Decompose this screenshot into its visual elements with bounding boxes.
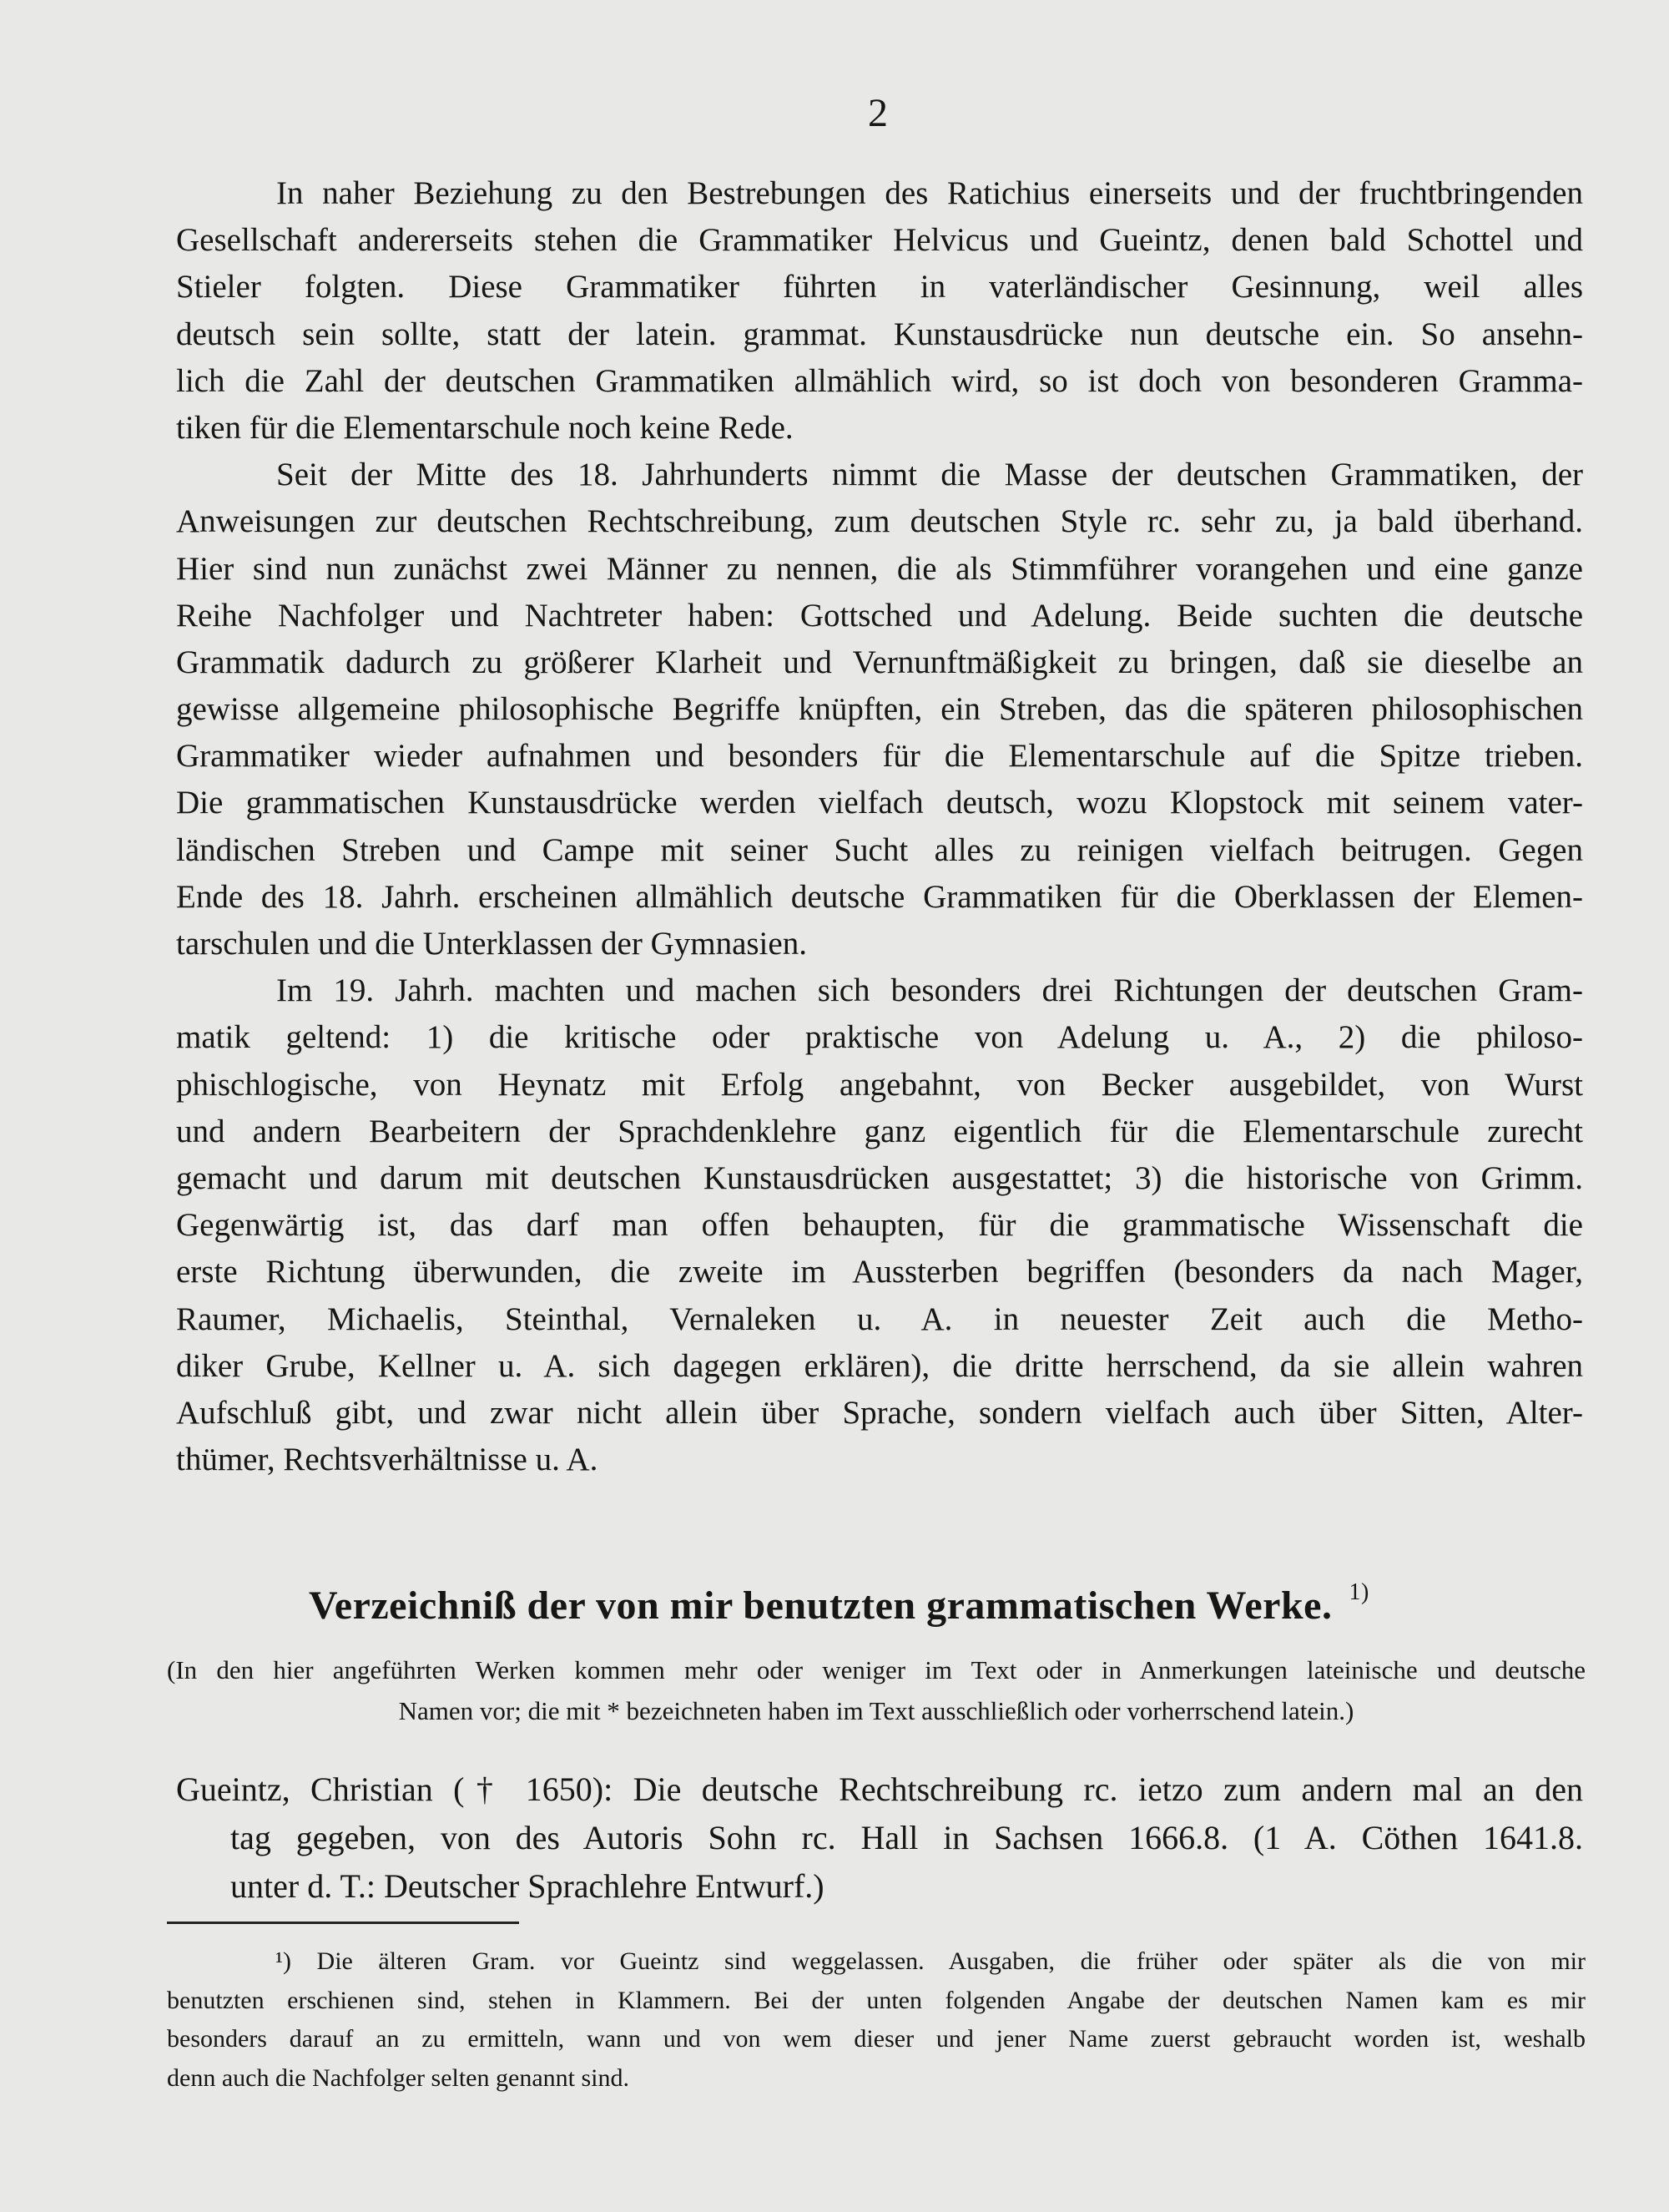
paragraph-line: Anweisungen zur deutschen Rechtschreibung, zum deutschen Style rc. sehr zu, ja bald überhand. — [176, 503, 1583, 540]
paragraph-line: ländischen Streben und Campe mit seiner Sucht alles zu reinigen vielfach beitrugen. Gegen — [176, 831, 1583, 868]
paragraph-line: Stieler folgten. Diese Grammatiker führten in vaterländischer Gesinnung, weil alles — [176, 269, 1583, 306]
paragraph-line: tiken für die Elementarschule noch keine Rede. — [176, 409, 794, 446]
page-number: 2 — [868, 91, 888, 135]
paragraph-line: Grammatik dadurch zu größerer Klarheit und Vernunftmäßigkeit zu bringen, daß sie dieselbe an — [176, 644, 1583, 680]
footnote-marker: 1) — [1349, 1579, 1369, 1605]
paragraph-line: tarschulen und die Unterklassen der Gymnasien. — [176, 926, 807, 962]
section-subnote — [167, 1649, 1586, 1731]
footnote-line: ¹) Die älteren Gram. vor Gueintz sind weggelassen. Ausgaben, die früher oder später als die von mir — [275, 1947, 1586, 1975]
paragraph-line: Im 19. Jahrh. machten und machen sich besonders drei Richtungen der deutschen Gram- — [276, 972, 1583, 1009]
paragraph-line: Reihe Nachfolger und Nachtreter haben: Gottsched und Adelung. Beide suchten die deutsche — [176, 597, 1583, 634]
paragraph-line: deutsch sein sollte, statt der latein. grammat. Kunstausdrücke nun deutsche ein. So ansehn- — [176, 316, 1583, 352]
footnote-line: benutzten erschienen sind, stehen in Klammern. Bei der unten folgenden Angabe der deutschen Namen kam es mir — [167, 1986, 1586, 2014]
paragraph-line: lich die Zahl der deutschen Grammatiken allmählich wird, so ist doch von besonderen Gramma- — [176, 362, 1583, 399]
paragraph-line: Ende des 18. Jahrh. erscheinen allmählich deutsche Grammatiken für die Oberklassen der Elemen- — [176, 878, 1583, 915]
paragraph-line: gemacht und darum mit deutschen Kunstausdrücken ausgestattet; 3) die historische von Grimm. — [176, 1159, 1583, 1196]
section-heading — [309, 1579, 1369, 1629]
entry-line: unter d. T.: Deutscher Sprachlehre Entwurf.) — [230, 1867, 824, 1905]
footnote-divider — [167, 1922, 519, 1924]
paragraph-line: Hier sind nun zunächst zwei Männer zu nennen, die als Stimmführer vorangehen und eine ganze — [176, 550, 1583, 587]
paragraph-line: matik geltend: 1) die kritische oder praktische von Adelung u. A., 2) die philoso- — [176, 1019, 1583, 1056]
entry-line: Gueintz, Christian († 1650): Die deutsche Rechtschreibung rc. ietzo zum andern mal an den — [176, 1770, 1583, 1808]
paragraph-line: Gegenwärtig ist, das darf man offen behaupten, für die grammatische Wissenschaft die — [176, 1207, 1583, 1244]
paragraph-line: Die grammatischen Kunstausdrücke werden vielfach deutsch, wozu Klopstock mit seinem vater- — [176, 785, 1583, 821]
paragraph-line: Raumer, Michaelis, Steinthal, Vernaleken u. A. in neuester Zeit auch die Metho- — [176, 1300, 1583, 1337]
bibliography-entry — [176, 1765, 1583, 1911]
paragraph-line: und andern Bearbeitern der Sprachdenklehre ganz eigentlich für die Elementarschule zurecht — [176, 1113, 1583, 1149]
subnote-line: Namen vor; die mit * bezeichneten haben im Text ausschließlich oder vorherrschend latein.) — [398, 1696, 1354, 1725]
paragraph-line: Gesellschaft andererseits stehen die Grammatiker Helvicus und Gueintz, denen bald Schottel und — [176, 222, 1583, 259]
paragraph-line: diker Grube, Kellner u. A. sich dagegen erklären), die dritte herrschend, da sie allein wahren — [176, 1347, 1583, 1384]
paragraph-line: gewisse allgemeine philosophische Begriffe knüpften, ein Streben, das die späteren philosophischen — [176, 691, 1583, 728]
paragraph-line: Seit der Mitte des 18. Jahrhunderts nimmt die Masse der deutschen Grammatiken, der — [276, 457, 1583, 493]
body-text — [176, 170, 1583, 1483]
paragraph-line: Aufschluß gibt, und zwar nicht allein über Sprache, sondern vielfach auch über Sitten, Alter- — [176, 1394, 1583, 1431]
footnote-line: besonders darauf an zu ermitteln, wann und von wem dieser und jener Name zuerst gebraucht worden ist, weshalb — [167, 2025, 1586, 2053]
paragraph-line: In naher Beziehung zu den Bestrebungen des Ratichius einerseits und der fruchtbringenden — [276, 175, 1583, 211]
paragraph-line: erste Richtung überwunden, die zweite im Aussterben begriffen (besonders da nach Mager, — [176, 1254, 1583, 1290]
paragraph-line: Grammatiker wieder aufnahmen und besonders für die Elementarschule auf die Spitze trieben. — [176, 738, 1583, 775]
subnote-line: (In den hier angeführten Werken kommen mehr oder weniger im Text oder in Anmerkungen lateinische und deutsche — [167, 1655, 1586, 1684]
paragraph-line: phischlogische, von Heynatz mit Erfolg angebahnt, von Becker ausgebildet, von Wurst — [176, 1066, 1583, 1103]
entry-line: tag gegeben, von des Autoris Sohn rc. Hall in Sachsen 1666.8. (1 A. Cöthen 1641.8. — [230, 1819, 1583, 1856]
footnote-line: denn auch die Nachfolger selten genannt sind. — [167, 2063, 629, 2092]
footnote — [167, 1942, 1586, 2098]
paragraph-line: thümer, Rechtsverhältnisse u. A. — [176, 1442, 598, 1478]
section-heading-text: Verzeichniß der von mir benutzten grammatischen Werke. — [309, 1583, 1333, 1628]
